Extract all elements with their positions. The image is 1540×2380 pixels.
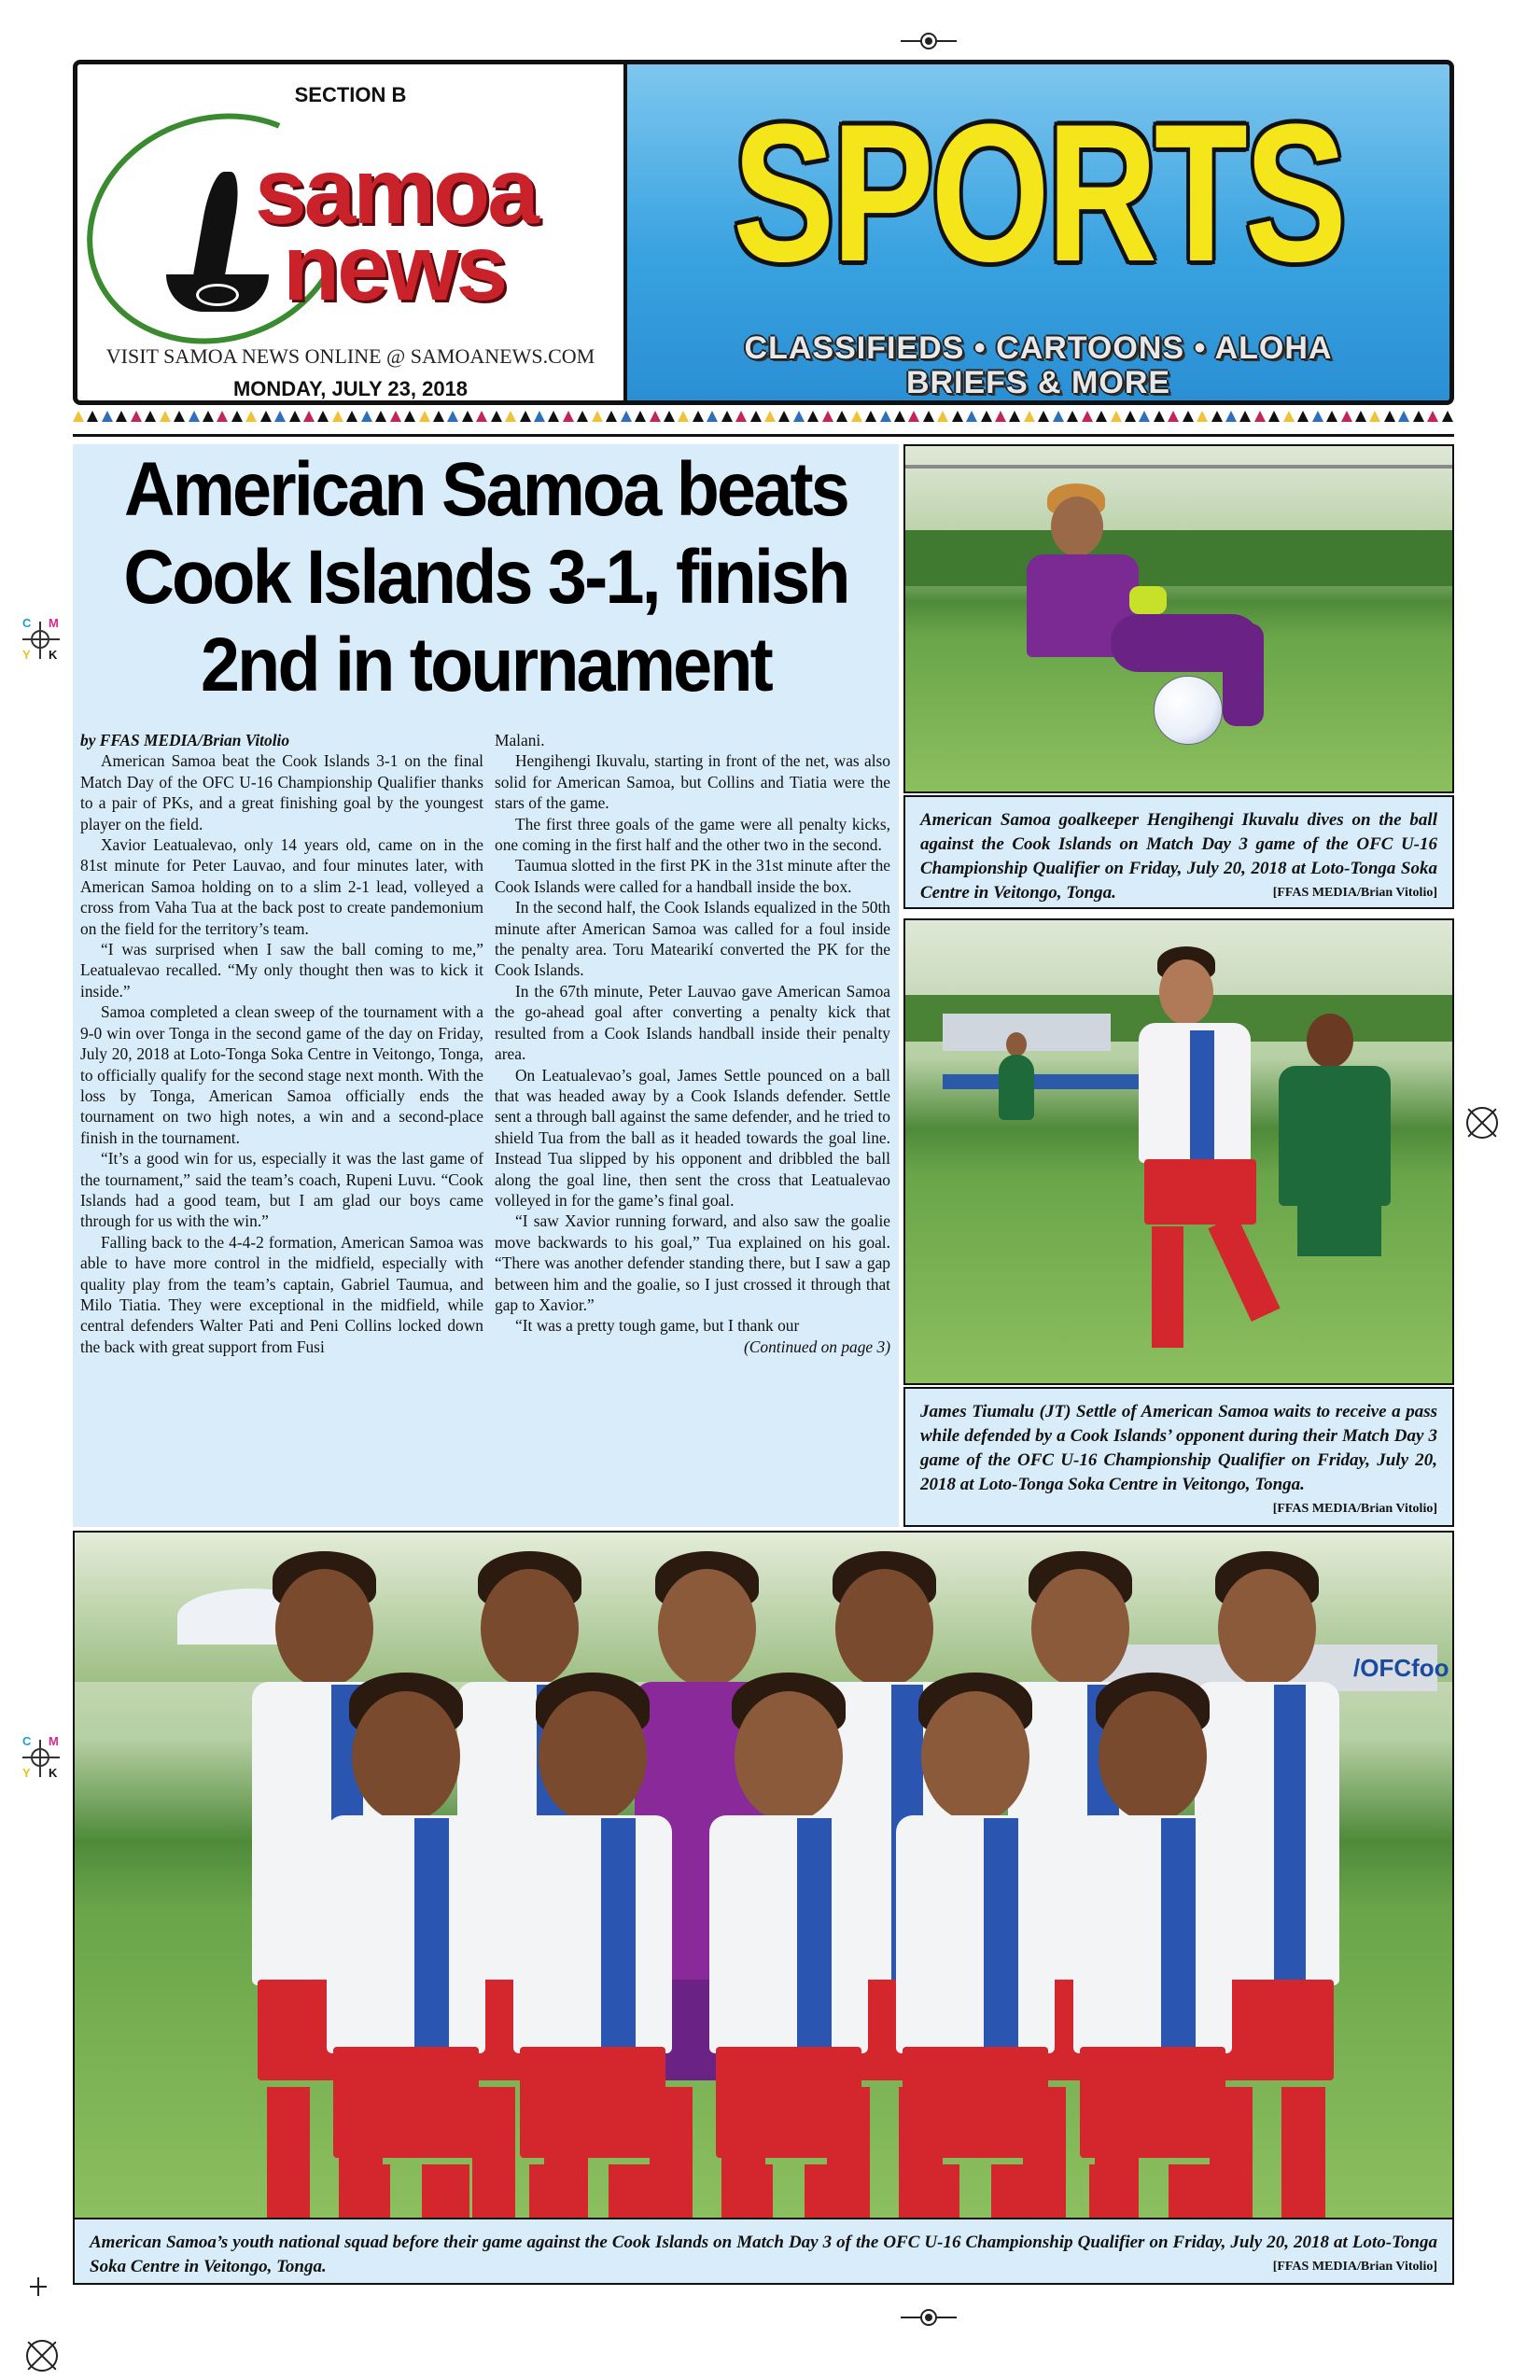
- triangle-ornament-icon: [116, 411, 127, 422]
- photo-caption-2: James Tiumalu (JT) Settle of American Samoa waits to receive a pass while defended by a Cook Islands’ opponent during their Match Day 3 game of the OFC U-16 Championship Qualifier on Friday, July 20, 2018 at Loto-Tonga Soka Centre in Veitongo, Tonga. [FFAS MEDIA/Brian Vitolio]: [903, 1387, 1454, 1527]
- divider: [73, 434, 1454, 437]
- triangle-ornament-icon: [520, 411, 531, 422]
- triangle-ornament-icon: [1341, 411, 1352, 422]
- top-registration-mark-icon: [901, 32, 957, 50]
- triangle-ornament-icon: [851, 411, 862, 422]
- triangle-ornament-icon: [189, 411, 200, 422]
- section-subnav-line1: CLASSIFIEDS • CARTOONS • ALOHA: [744, 330, 1333, 366]
- photo-caption-3: American Samoa’s youth national squad before their game against the Cook Islands on Match Day 3 of the OFC U-16 Championship Qualifier on Friday, July 20, 2018 at Loto-Tonga Soka Centre in Veitongo, Tonga. [FFAS MEDIA/Brian Vitolio]: [73, 2219, 1454, 2285]
- triangle-ornament-icon: [1183, 411, 1194, 422]
- triangle-ornament-icon: [1268, 411, 1280, 422]
- triangle-ornament-icon: [87, 411, 98, 422]
- triangle-ornament-icon: [1283, 411, 1295, 422]
- triangle-ornament-icon: [289, 411, 301, 422]
- triangle-ornament-icon: [836, 411, 847, 422]
- triangle-ornament-icon: [764, 411, 776, 422]
- triangle-ornament-icon: [908, 411, 919, 422]
- triangle-ornament-icon: [231, 411, 243, 422]
- triangle-ornament-icon: [462, 411, 473, 422]
- triangle-ornament-icon: [650, 411, 661, 422]
- triangle-ornament-icon: [419, 411, 430, 422]
- triangle-ornament-icon: [793, 411, 805, 422]
- triangle-ornament-icon: [735, 411, 747, 422]
- triangle-ornament-icon: [1139, 411, 1150, 422]
- triangle-ornament-icon: [1369, 411, 1380, 422]
- triangle-ornament-icon: [880, 411, 891, 422]
- triangle-ornament-icon: [361, 411, 372, 422]
- triangle-ornament-icon: [1413, 411, 1424, 422]
- soccer-ball: [1154, 676, 1223, 745]
- triangle-ornament-icon: [894, 411, 905, 422]
- triangle-ornament-icon: [433, 411, 444, 422]
- triangle-ornament-icon: [664, 411, 675, 422]
- triangle-ornament-icon: [534, 411, 545, 422]
- triangle-ornament-icon: [332, 411, 343, 422]
- crop-mark-icon: [30, 2286, 47, 2288]
- triangle-ornament-icon: [102, 411, 113, 422]
- triangle-ornament-icon: [865, 411, 876, 422]
- triangle-ornament-icon: [1442, 411, 1453, 422]
- triangle-ornament-icon: [1355, 411, 1366, 422]
- triangle-ornament-icon: [563, 411, 574, 422]
- goalkeeper-photo: [903, 444, 1454, 793]
- triangle-ornament-icon: [260, 411, 272, 422]
- article-panel: [73, 444, 899, 1527]
- triangle-ornament-icon: [303, 411, 315, 422]
- registration-mark-icon: [26, 2340, 58, 2372]
- triangle-ornament-icon: [1053, 411, 1064, 422]
- triangle-ornament-icon: [1384, 411, 1395, 422]
- triangle-ornament-icon: [346, 411, 357, 422]
- triangle-ornament-icon: [174, 411, 185, 422]
- article-headline: American Samoa beats Cook Islands 3-1, finish 2nd in tournament: [123, 447, 848, 707]
- triangle-ornament-icon: [1239, 411, 1251, 422]
- triangle-ornament-icon: [390, 411, 401, 422]
- decorative-triangle-strip: [73, 411, 1454, 426]
- section-subnav-line2: BRIEFS & MORE: [905, 365, 1171, 400]
- sports-banner: SPORTS: [733, 83, 1344, 302]
- triangle-ornament-icon: [131, 411, 142, 422]
- action-photo: [903, 918, 1454, 1385]
- triangle-ornament-icon: [245, 411, 257, 422]
- triangle-ornament-icon: [491, 411, 502, 422]
- triangle-ornament-icon: [937, 411, 948, 422]
- triangle-ornament-icon: [981, 411, 992, 422]
- triangle-ornament-icon: [1254, 411, 1266, 422]
- registration-mark-icon: [1466, 1107, 1498, 1139]
- logo-wordmark: samoa news: [255, 139, 537, 320]
- triangle-ornament-icon: [1111, 411, 1122, 422]
- triangle-ornament-icon: [1225, 411, 1237, 422]
- cmyk-target-icon: C M Y K: [22, 1734, 59, 1780]
- ofc-banner-text: /OFCfoo: [1353, 1654, 1449, 1682]
- cmyk-target-icon: C M Y K: [22, 616, 59, 662]
- triangle-ornament-icon: [952, 411, 963, 422]
- triangle-ornament-icon: [1096, 411, 1107, 422]
- triangle-ornament-icon: [160, 411, 171, 422]
- triangle-ornament-icon: [1197, 411, 1208, 422]
- triangle-ornament-icon: [678, 411, 689, 422]
- triangle-ornament-icon: [1326, 411, 1337, 422]
- photo-credit: [FFAS MEDIA/Brian Vitolio]: [1272, 1502, 1437, 1516]
- masthead-sports-panel: [623, 64, 1449, 400]
- triangle-ornament-icon: [1067, 411, 1078, 422]
- triangle-ornament-icon: [505, 411, 516, 422]
- photo-credit: [FFAS MEDIA/Brian Vitolio]: [1272, 2260, 1437, 2274]
- article-column-1: by FFAS MEDIA/Brian Vitolio American Samoa beat the Cook Islands 3-1 on the final Match Day of the OFC U-16 Championship Qualifier thanks to a pair of PKs, and a great finishing goal by the youngest player on the field. Xavior Leatualevao, only 14 years old, came on in the 81st minute for Peter Lauvao, and four minutes later, with American Samoa holding on to a slim 2-1 lead, volleyed a cross from Vaha Tua at the back post to create pandemonium on the field for the territory’s team. “I was surprised when I saw the ball coming to me,” Leatualevao recalled. “My only thought then was to kick it inside.” Samoa completed a clean sweep of the tournament with a 9-0 win over Tonga in the second game of the day on Friday, July 20, 2018 at Loto-Tonga Soka Centre in Veitongo, Tonga, to officially qualify for the second stage next month. With the loss by Tonga, American Samoa officially ends the tournament on two high notes, a win and a second-place finish in the tournament. “It’s a good win for us, especially it was the last game of the tournament,” said the team’s coach, Rupeni Luvu. “Cook Islands had a good team, but I am glad our boys came through for us with the win.” Falling back to the 4-4-2 formation, American Samoa was able to have more control in the midfield, especially with quality play from the team’s captain, Gabriel Taumua, and Milo Tiatia. They were exceptional in the midfield, while central defenders Walter Pati and Peni Collins locked down the back with great support from Fusi: [80, 731, 483, 1356]
- masthead-logo-panel: [77, 64, 623, 400]
- triangle-ornament-icon: [577, 411, 588, 422]
- bottom-registration-mark-icon: [901, 2308, 957, 2327]
- triangle-ornament-icon: [1398, 411, 1409, 422]
- triangle-ornament-icon: [1427, 411, 1438, 422]
- triangle-ornament-icon: [635, 411, 646, 422]
- triangle-ornament-icon: [1168, 411, 1179, 422]
- triangle-ornament-icon: [995, 411, 1006, 422]
- photo-credit: [FFAS MEDIA/Brian Vitolio]: [1272, 886, 1437, 900]
- triangle-ornament-icon: [447, 411, 458, 422]
- section-label: SECTION B: [294, 83, 407, 106]
- continued-note: (Continued on page 3): [744, 1337, 890, 1356]
- triangle-ornament-icon: [73, 411, 84, 422]
- triangle-ornament-icon: [375, 411, 386, 422]
- triangle-ornament-icon: [1154, 411, 1165, 422]
- triangle-ornament-icon: [1211, 411, 1223, 422]
- team-photo: [73, 1531, 1454, 2219]
- issue-date: MONDAY, JULY 23, 2018: [232, 377, 469, 400]
- triangle-ornament-icon: [274, 411, 286, 422]
- logo-figure-icon: [166, 153, 269, 312]
- triangle-ornament-icon: [404, 411, 415, 422]
- triangle-ornament-icon: [476, 411, 487, 422]
- triangle-ornament-icon: [203, 411, 214, 422]
- triangle-ornament-icon: [966, 411, 977, 422]
- triangle-ornament-icon: [807, 411, 819, 422]
- triangle-ornament-icon: [592, 411, 603, 422]
- triangle-ornament-icon: [1009, 411, 1020, 422]
- triangle-ornament-icon: [145, 411, 156, 422]
- masthead: [73, 60, 1454, 405]
- visit-website-text: VISIT SAMOA NEWS ONLINE @ SAMOANEWS.COM: [105, 344, 595, 368]
- triangle-ornament-icon: [693, 411, 704, 422]
- triangle-ornament-icon: [1082, 411, 1093, 422]
- triangle-ornament-icon: [778, 411, 790, 422]
- triangle-ornament-icon: [750, 411, 762, 422]
- triangle-ornament-icon: [217, 411, 228, 422]
- article-column-2: Malani. Hengihengi Ikuvalu, starting in front of the net, was also solid for American Samoa, but Collins and Tiatia were the stars of the game. The first three goals of the game were all penalty kicks, one coming in the first half and the other two in the second. Taumua slotted in the first PK in the 31st minute after the Cook Islands were called for a handball inside the box. In the second half, the Cook Islands equalized in the 50th minute after American Samoa was called for a foul inside the penalty area. Toru Matearikí converted the PK for the Cook Islands. In the 67th minute, Peter Lauvao gave American Samoa the go-ahead goal after converting a penalty kick that resulted from a Cook Islands handball inside their penalty area. On Leatualevao’s goal, James Settle pounced on a ball that was headed away by a Cook Islands defender. Settle sent a through ball against the same defender, and he tried to shield Tua from the ball as it headed towards the goal line. Instead Tua slipped by his opponent and dribbled the ball along the goal line, then sent the cross that Leatualevao volleyed in for the game’s final goal. “I saw Xavior running forward, and also saw the goalie move backwards to his goal,” Tua explained on his goal. “There was another defender standing there, but I saw a gap between him and the goalie, so I just crossed it through that gap to Xavior.” “It was a pretty tough game, but I thank our (Continued on page 3): [495, 731, 890, 1356]
- triangle-ornament-icon: [317, 411, 329, 422]
- triangle-ornament-icon: [1024, 411, 1035, 422]
- photo-caption-1: American Samoa goalkeeper Hengihengi Ikuvalu dives on the ball against the Cook Islands on Match Day 3 game of the OFC U-16 Championship Qualifier on Friday, July 20, 2018 at Loto-Tonga Soka Centre in Veitongo, Tonga. [FFAS MEDIA/Brian Vitolio]: [903, 795, 1454, 909]
- triangle-ornament-icon: [621, 411, 632, 422]
- triangle-ornament-icon: [822, 411, 833, 422]
- triangle-ornament-icon: [1038, 411, 1049, 422]
- triangle-ornament-icon: [606, 411, 617, 422]
- triangle-ornament-icon: [1297, 411, 1309, 422]
- article-byline: by FFAS MEDIA/Brian Vitolio: [80, 731, 290, 749]
- triangle-ornament-icon: [548, 411, 559, 422]
- triangle-ornament-icon: [707, 411, 718, 422]
- triangle-ornament-icon: [1125, 411, 1136, 422]
- triangle-ornament-icon: [1312, 411, 1323, 422]
- triangle-ornament-icon: [721, 411, 733, 422]
- triangle-ornament-icon: [923, 411, 934, 422]
